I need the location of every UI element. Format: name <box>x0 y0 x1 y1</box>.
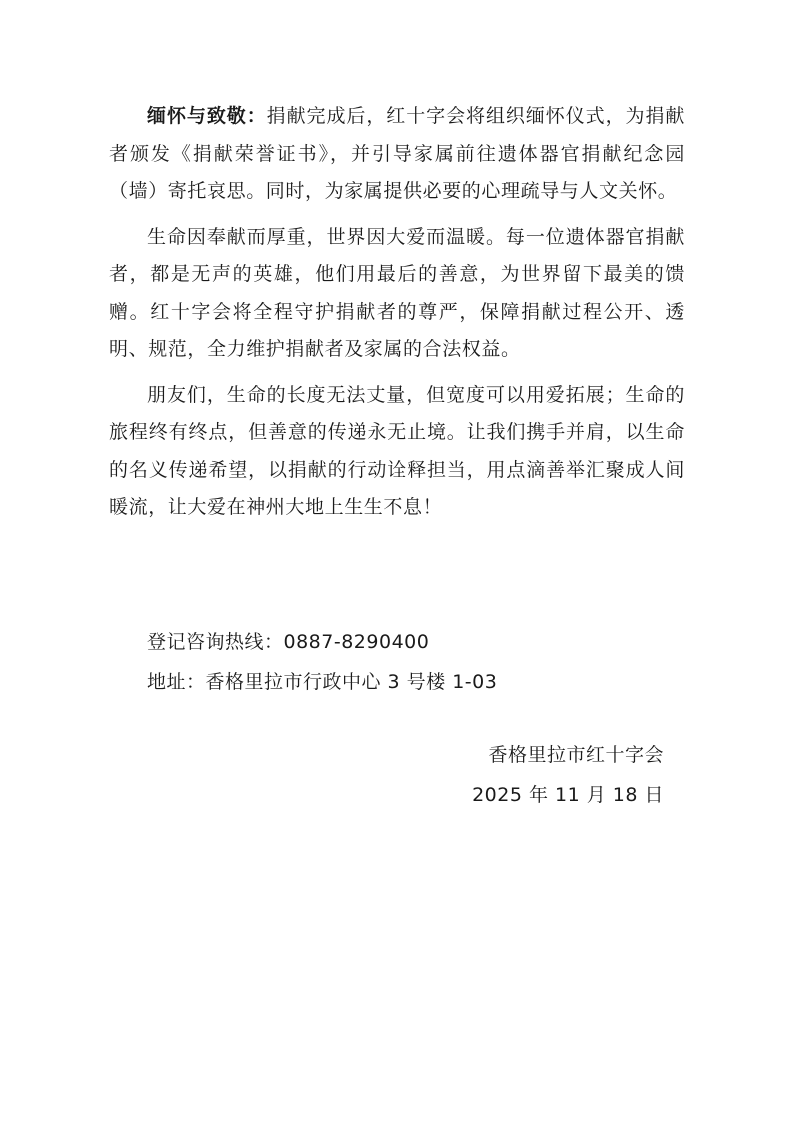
signature-date: 2025 年 11 月 18 日 <box>472 784 664 806</box>
body-text <box>109 98 685 535</box>
hotline-text: 登记咨询热线：0887-8290400 <box>147 631 430 653</box>
paragraph-text: 生命因奉献而厚重，世界因大爱而温暖。每一位遗体器官捐献者，都是无声的英雄，他们用最后的善意，为世界留下最美的馈赠。红十字会将全程守护捐献者的尊严，保障捐献过程公开、透明、规范，全力维护捐献者及家属的合法权益。 <box>109 225 685 360</box>
signature-organization: 香格里拉市红十字会 <box>488 744 664 766</box>
paragraph-appeal <box>109 377 685 527</box>
address-text: 地址：香格里拉市行政中心 3 号楼 1-03 <box>147 671 498 693</box>
paragraph-text: 捐献完成后，红十字会将组织缅怀仪式，为捐献者颁发《捐献荣誉证书》，并引导家属前往遗体器官捐献纪念园（墙）寄托哀思。同时，为家属提供必要的心理疏导与人文关怀。 <box>109 105 685 202</box>
paragraph-lead: 缅怀与致敬： <box>147 105 267 127</box>
contact-info <box>147 622 707 702</box>
paragraph-text: 朋友们，生命的长度无法丈量，但宽度可以用爱拓展；生命的旅程终有终点，但善意的传递永无止境。让我们携手并肩，以生命的名义传递希望，以捐献的行动诠释担当，用点滴善举汇聚成人间暖流，让大爱在神州大地上生生不息！ <box>109 383 685 518</box>
signature-block <box>472 735 664 815</box>
paragraph-memorial <box>109 98 685 211</box>
paragraph-dedication <box>109 219 685 369</box>
